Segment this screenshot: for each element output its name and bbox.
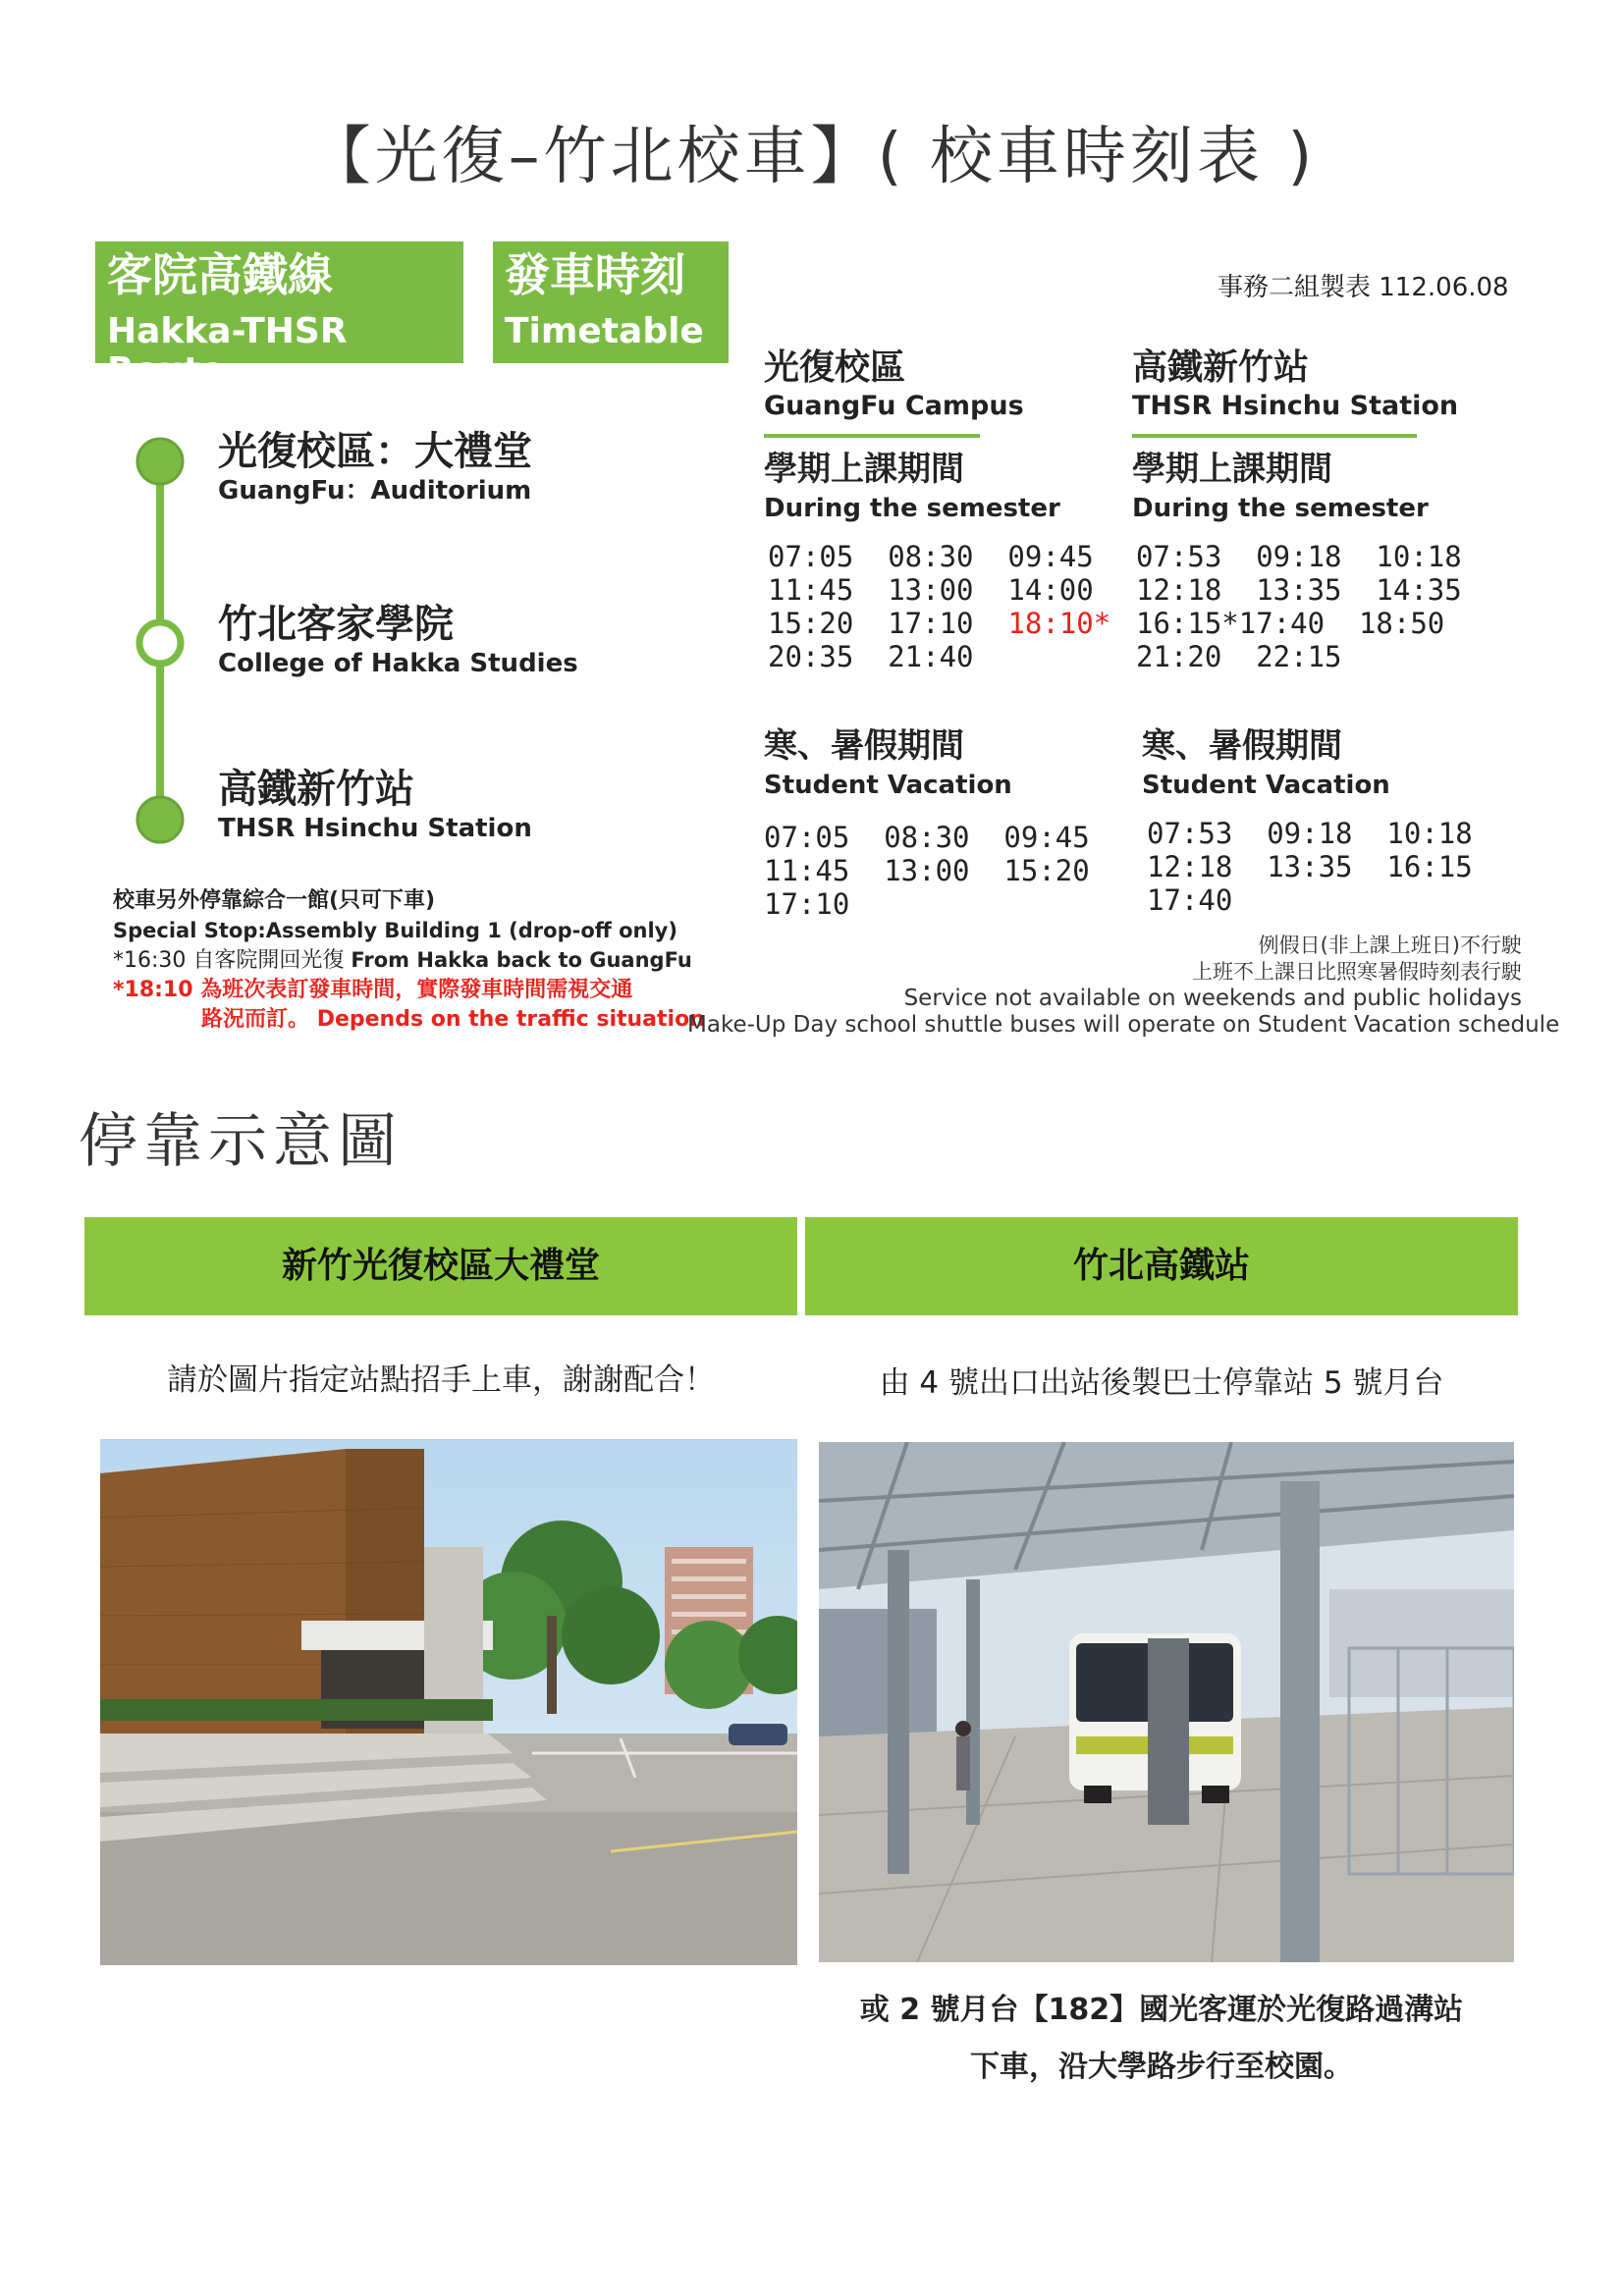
- note-weekend-en: Service not available on weekends and public holidays: [903, 986, 1522, 1011]
- caption-bottom-2: 下車，沿大學路步行至校園。: [970, 2050, 1353, 2084]
- left-notes: [113, 886, 705, 1035]
- stop-guangfu-en: GuangFu：Auditorium: [218, 476, 532, 506]
- special-stop-zh: 校車另外停靠綜合一館(只可下車): [113, 888, 436, 913]
- thsr-underline: [1132, 434, 1417, 438]
- time-row: 21:20 22:15: [1136, 640, 1342, 673]
- bus-station-photo: [819, 1442, 1514, 1962]
- guangfu-vacation-en: Student Vacation: [764, 771, 1012, 800]
- note-1630-en: From Hakka back to GuangFu: [351, 948, 692, 972]
- stop-hakka: [218, 601, 578, 679]
- route-line: [128, 432, 192, 844]
- note-1810-b: [113, 1005, 705, 1035]
- route-en: Hakka-THSR Route: [107, 311, 348, 391]
- time-row: 07:05 08:30 09:45: [768, 540, 1094, 573]
- stop-guangfu-zh: 光復校區：大禮堂: [218, 429, 532, 474]
- stop-thsr: [218, 766, 532, 844]
- right-notes: [687, 933, 1560, 1039]
- route-zh: 客院高鐵線: [107, 248, 333, 301]
- time-row: 17:10: [764, 887, 850, 921]
- stop-thsr-zh: 高鐵新竹站: [218, 767, 414, 812]
- thsr-vacation-zh: 寒、暑假期間: [1142, 726, 1342, 766]
- note-1630-zh: *16:30 自客院開回光復: [113, 948, 352, 973]
- guangfu-vacation-zh: 寒、暑假期間: [764, 726, 964, 766]
- note-1810-en: Depends on the traffic situation: [316, 1007, 705, 1032]
- band-right: 竹北高鐵站: [805, 1217, 1518, 1315]
- thsr-vacation: [1142, 726, 1390, 801]
- bus-station-illustration: [819, 1442, 1514, 1962]
- note-makeup-zh: 上班不上課日比照寒暑假時刻表行駛: [1192, 960, 1522, 984]
- time-row: 11:45 13:00 14:00: [768, 573, 1094, 607]
- guangfu-underline: [764, 434, 980, 438]
- thsr-zh: 高鐵新竹站: [1132, 347, 1310, 388]
- thsr-vacation-times: [1147, 817, 1473, 917]
- time-row: 16:15*17:40 18:50: [1136, 607, 1445, 640]
- time-row: 07:53 09:18 10:18: [1136, 540, 1462, 573]
- guangfu-semester-en: During the semester: [764, 494, 1060, 523]
- band-left: 新竹光復校區大禮堂: [84, 1217, 797, 1315]
- timetable-zh: 發車時刻: [505, 248, 685, 301]
- note-1630: [113, 945, 705, 976]
- thsr-semester-times: [1136, 540, 1462, 673]
- auditorium-illustration: [100, 1439, 797, 1965]
- guangfu-semester-zh: 學期上課期間: [764, 450, 964, 489]
- stop-thsr-en: THSR Hsinchu Station: [218, 814, 532, 843]
- timetable-en: Timetable: [505, 311, 704, 351]
- thsr-semester-zh: 學期上課期間: [1132, 450, 1332, 489]
- time-1810-red: 18:10*: [1007, 607, 1111, 640]
- note-1810-a: *18:10 為班次表訂發車時間，實際發車時間需視交通: [113, 978, 633, 1002]
- caption-bottom-1: 或 2 號月台【182】國光客運於光復路過溝站: [859, 1993, 1464, 2027]
- time-row: 17:40: [1147, 883, 1233, 917]
- guangfu-zh: 光復校區: [764, 347, 906, 388]
- stop-dot-thsr: [137, 797, 183, 842]
- note-1810-zh: 路況而訂。: [201, 1007, 310, 1032]
- guangfu-semester-times: [768, 540, 1110, 673]
- stop-dot-guangfu: [137, 439, 183, 484]
- time-row: 20:35 21:40: [768, 640, 974, 673]
- note-makeup-en: Make-Up Day school shuttle buses will operate on Student Vacation schedule: [687, 1012, 1560, 1038]
- timetable-box: [493, 241, 729, 363]
- guangfu-vacation: [764, 726, 1012, 801]
- stop-hakka-zh: 竹北客家學院: [218, 602, 454, 647]
- thsr-semester: [1132, 450, 1429, 524]
- guangfu-en: GuangFu Campus: [764, 391, 1024, 421]
- time-row: 12:18 13:35 14:35: [1136, 573, 1462, 607]
- special-stop-en: Special Stop:Assembly Building 1 (drop-off only): [113, 919, 677, 942]
- caption-left: 請於圖片指定站點招手上車，謝謝配合！: [167, 1362, 715, 1398]
- guangfu-vacation-times: [764, 821, 1090, 921]
- thsr-en: THSR Hsinchu Station: [1132, 391, 1459, 421]
- time-row: 12:18 13:35 16:15: [1147, 850, 1473, 883]
- time-row: 11:45 13:00 15:20: [764, 854, 1090, 887]
- time-row-text: 15:20 17:10: [768, 607, 1008, 640]
- stop-guangfu: [218, 428, 532, 507]
- time-row: 07:05 08:30 09:45: [764, 821, 1090, 854]
- stop-dot-hakka: [139, 622, 181, 664]
- caption-right: 由 4 號出口出站後製巴士停靠站 5 號月台: [879, 1365, 1444, 1401]
- thsr-vacation-en: Student Vacation: [1142, 771, 1390, 800]
- time-row: 07:53 09:18 10:18: [1147, 817, 1473, 850]
- map-section-title: 停靠示意圖: [79, 1107, 403, 1176]
- route-box: [95, 241, 463, 391]
- guangfu-header: [764, 347, 1024, 422]
- guangfu-semester: [764, 450, 1060, 524]
- stop-hakka-en: College of Hakka Studies: [218, 649, 578, 678]
- time-row: [768, 607, 1110, 640]
- thsr-semester-en: During the semester: [1132, 494, 1429, 523]
- page-title: 【光復–竹北校車】( 校車時刻表 ): [307, 121, 1317, 193]
- maker-note: 事務二組製表 112.06.08: [1218, 273, 1509, 302]
- auditorium-photo: [100, 1439, 797, 1965]
- note-no-weekend: 例假日(非上課上班日)不行駛: [1258, 934, 1522, 957]
- thsr-header: [1132, 347, 1458, 422]
